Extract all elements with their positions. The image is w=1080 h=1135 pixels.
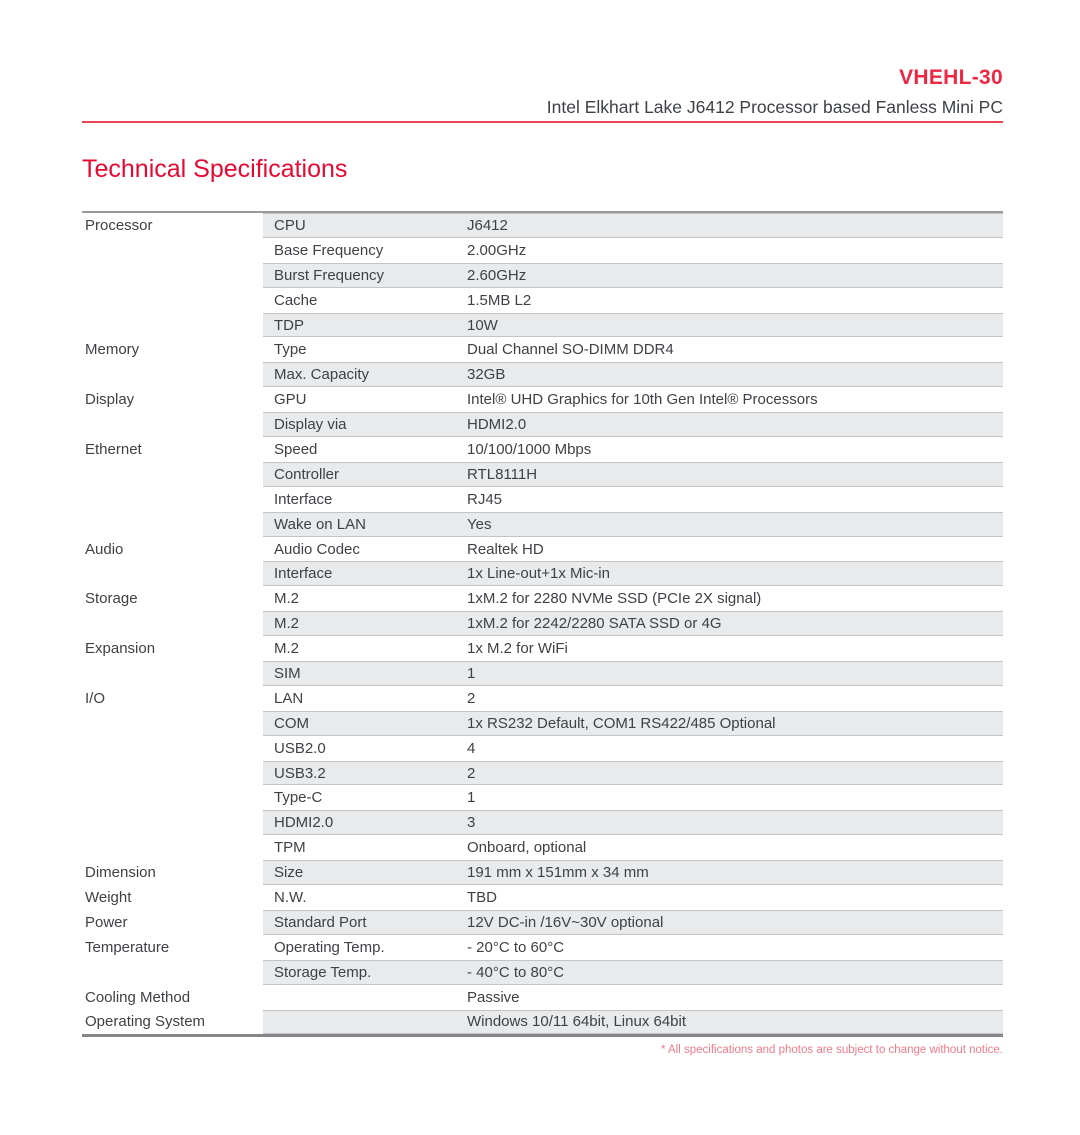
table-row (82, 935, 1003, 960)
spec-label-cell: Size (274, 864, 304, 882)
table-row (82, 761, 1003, 786)
spec-value-cell: TBD (467, 888, 497, 906)
table-row (82, 661, 1003, 686)
spec-value-cell: 10W (467, 316, 498, 334)
spec-label-cell: Max. Capacity (274, 366, 370, 384)
row-band (263, 586, 1003, 611)
row-band (263, 761, 1003, 786)
row-band (263, 412, 1003, 437)
row-band (263, 711, 1003, 736)
category-cell (82, 611, 263, 636)
row-band (263, 512, 1003, 537)
spec-value-cell: 1 (467, 789, 476, 807)
spec-value-cell: 191 mm x 151mm x 34 mm (467, 864, 649, 882)
category-cell: Memory (82, 337, 263, 362)
table-row (82, 387, 1003, 412)
row-band (263, 537, 1003, 562)
category-cell (82, 288, 263, 313)
category-cell (82, 462, 263, 487)
table-row (82, 238, 1003, 263)
category-cell: Dimension (82, 860, 263, 885)
row-band (263, 686, 1003, 711)
row-band (263, 736, 1003, 761)
spec-label-cell: TPM (274, 839, 306, 857)
category-cell (82, 736, 263, 761)
category-cell (82, 487, 263, 512)
table-row (82, 487, 1003, 512)
product-model: VHEHL-30 (899, 66, 1003, 89)
table-row (82, 985, 1003, 1010)
category-cell: Temperature (82, 935, 263, 960)
spec-value-cell: 1x RS232 Default, COM1 RS422/485 Optional (467, 714, 776, 732)
category-cell (82, 785, 263, 810)
spec-value-cell: 1xM.2 for 2242/2280 SATA SSD or 4G (467, 615, 722, 633)
row-band (263, 313, 1003, 338)
spec-label-cell: HDMI2.0 (274, 814, 334, 832)
spec-label-cell: GPU (274, 391, 307, 409)
category-cell: Weight (82, 885, 263, 910)
spec-value-cell: 10/100/1000 Mbps (467, 440, 592, 458)
spec-label-cell (263, 985, 467, 1010)
spec-value-cell: 1x Line-out+1x Mic-in (467, 565, 610, 583)
section-title: Technical Specifications (82, 155, 348, 183)
spec-label-cell: Base Frequency (274, 241, 384, 259)
table-row (82, 362, 1003, 387)
spec-label-cell (263, 1011, 467, 1034)
spec-value-cell: 4 (467, 739, 476, 757)
row-band (263, 387, 1003, 412)
spec-value-cell: Windows 10/11 64bit, Linux 64bit (467, 1013, 687, 1031)
spec-label-cell: Interface (274, 565, 333, 583)
row-band (263, 785, 1003, 810)
spec-label-cell: CPU (274, 216, 306, 234)
table-row (82, 711, 1003, 736)
row-band (263, 985, 1003, 1010)
spec-value-cell: 3 (467, 814, 476, 832)
row-band (263, 362, 1003, 387)
spec-value-cell: Intel® UHD Graphics for 10th Gen Intel® Processors (467, 391, 818, 409)
spec-value-cell: Dual Channel SO-DIMM DDR4 (467, 341, 674, 359)
table-row (82, 885, 1003, 910)
spec-label-cell: M.2 (274, 590, 300, 608)
spec-value-cell: 1.5MB L2 (467, 291, 532, 309)
row-band (263, 213, 1003, 238)
row-band (263, 437, 1003, 462)
category-cell: Power (82, 910, 263, 935)
spec-label-cell: Standard Port (274, 913, 367, 931)
spec-value-cell: HDMI2.0 (467, 416, 527, 434)
spec-value-cell: 1 (467, 664, 476, 682)
table-row (82, 860, 1003, 885)
spec-label-cell: USB3.2 (274, 764, 326, 782)
page-content (82, 0, 1003, 1135)
category-cell: Storage (82, 586, 263, 611)
spec-value-cell: 12V DC-in /16V~30V optional (467, 913, 664, 931)
row-band (263, 462, 1003, 487)
row-band (263, 636, 1003, 661)
table-row (82, 512, 1003, 537)
category-cell (82, 761, 263, 786)
spec-value-cell: 1xM.2 for 2280 NVMe SSD (PCIe 2X signal) (467, 590, 762, 608)
spec-label-cell: Display via (274, 416, 347, 434)
spec-value-cell: Yes (467, 515, 492, 533)
row-band (263, 885, 1003, 910)
row-band (263, 561, 1003, 586)
spec-label-cell: M.2 (274, 640, 300, 658)
row-band (263, 835, 1003, 860)
spec-value-cell: RJ45 (467, 490, 503, 508)
spec-label-cell: Controller (274, 465, 340, 483)
spec-label-cell: N.W. (274, 888, 307, 906)
table-row (82, 960, 1003, 985)
table-row (82, 537, 1003, 562)
header-rule (82, 121, 1003, 123)
table-row (82, 586, 1003, 611)
category-cell (82, 810, 263, 835)
table-row (82, 686, 1003, 711)
table-row (82, 636, 1003, 661)
spec-label-cell: Type (274, 341, 307, 359)
table-row (82, 611, 1003, 636)
table-row (82, 785, 1003, 810)
row-band (263, 810, 1003, 835)
product-subtitle: Intel Elkhart Lake J6412 Processor based Fanless Mini PC (546, 97, 1003, 117)
spec-value-cell: - 20°C to 60°C (467, 938, 565, 956)
category-cell: Operating System (82, 1010, 263, 1035)
category-cell: I/O (82, 686, 263, 711)
category-cell (82, 512, 263, 537)
spec-label-cell: Audio Codec (274, 540, 360, 558)
spec-label-cell: Interface (274, 490, 333, 508)
row-band (263, 238, 1003, 263)
spec-label-cell: LAN (274, 689, 304, 707)
spec-label-cell: TDP (274, 316, 304, 334)
table-row (82, 561, 1003, 586)
category-cell (82, 412, 263, 437)
spec-value-cell: J6412 (467, 216, 508, 234)
table-row (82, 910, 1003, 935)
category-cell: Ethernet (82, 437, 263, 462)
row-band (263, 960, 1003, 985)
category-cell: Audio (82, 537, 263, 562)
category-cell (82, 238, 263, 263)
row-band (263, 661, 1003, 686)
table-row (82, 263, 1003, 288)
spec-value-cell: RTL8111H (467, 465, 538, 483)
table-row (82, 288, 1003, 313)
table-row (82, 1010, 1003, 1035)
row-band (263, 263, 1003, 288)
category-cell (82, 711, 263, 736)
spec-label-cell: Cache (274, 291, 318, 309)
footnote: * All specifications and photos are subject to change without notice. (660, 1044, 1003, 1056)
spec-label-cell: Operating Temp. (274, 938, 385, 956)
table-row (82, 213, 1003, 238)
category-cell (82, 561, 263, 586)
category-cell: Display (82, 387, 263, 412)
row-band (263, 860, 1003, 885)
row-band (263, 288, 1003, 313)
spec-label-cell: M.2 (274, 615, 300, 633)
category-cell (82, 362, 263, 387)
spec-value-cell: 2 (467, 764, 476, 782)
spec-value-cell: 2.00GHz (467, 241, 527, 259)
row-band (263, 910, 1003, 935)
spec-value-cell: 32GB (467, 366, 506, 384)
spec-label-cell: SIM (274, 664, 301, 682)
spec-label-cell: Speed (274, 440, 318, 458)
row-band (263, 487, 1003, 512)
spec-value-cell: Onboard, optional (467, 839, 587, 857)
table-row (82, 810, 1003, 835)
category-cell: Processor (82, 213, 263, 238)
table-row (82, 462, 1003, 487)
category-cell: Expansion (82, 636, 263, 661)
spec-label-cell: Burst Frequency (274, 266, 385, 284)
category-cell (82, 313, 263, 338)
category-cell (82, 835, 263, 860)
table-row (82, 736, 1003, 761)
spec-label-cell: Wake on LAN (274, 515, 366, 533)
spec-value-cell: 2 (467, 689, 476, 707)
row-band (263, 935, 1003, 960)
category-cell (82, 661, 263, 686)
spec-value-cell: 1x M.2 for WiFi (467, 640, 568, 658)
spec-label-cell: Storage Temp. (274, 963, 372, 981)
table-row (82, 313, 1003, 338)
spec-value-cell: 2.60GHz (467, 266, 527, 284)
category-cell (82, 263, 263, 288)
category-cell (82, 960, 263, 985)
table-row (82, 412, 1003, 437)
category-cell: Cooling Method (82, 985, 263, 1010)
row-band (263, 1010, 1003, 1035)
table-row (82, 437, 1003, 462)
row-band (263, 337, 1003, 362)
row-band (263, 611, 1003, 636)
spec-table (82, 211, 1003, 1037)
spec-label-cell: USB2.0 (274, 739, 326, 757)
spec-value-cell: - 40°C to 80°C (467, 963, 565, 981)
spec-value-cell: Passive (467, 988, 520, 1006)
spec-label-cell: COM (274, 714, 309, 732)
table-row (82, 337, 1003, 362)
spec-label-cell: Type-C (274, 789, 323, 807)
spec-value-cell: Realtek HD (467, 540, 544, 558)
table-row (82, 835, 1003, 860)
